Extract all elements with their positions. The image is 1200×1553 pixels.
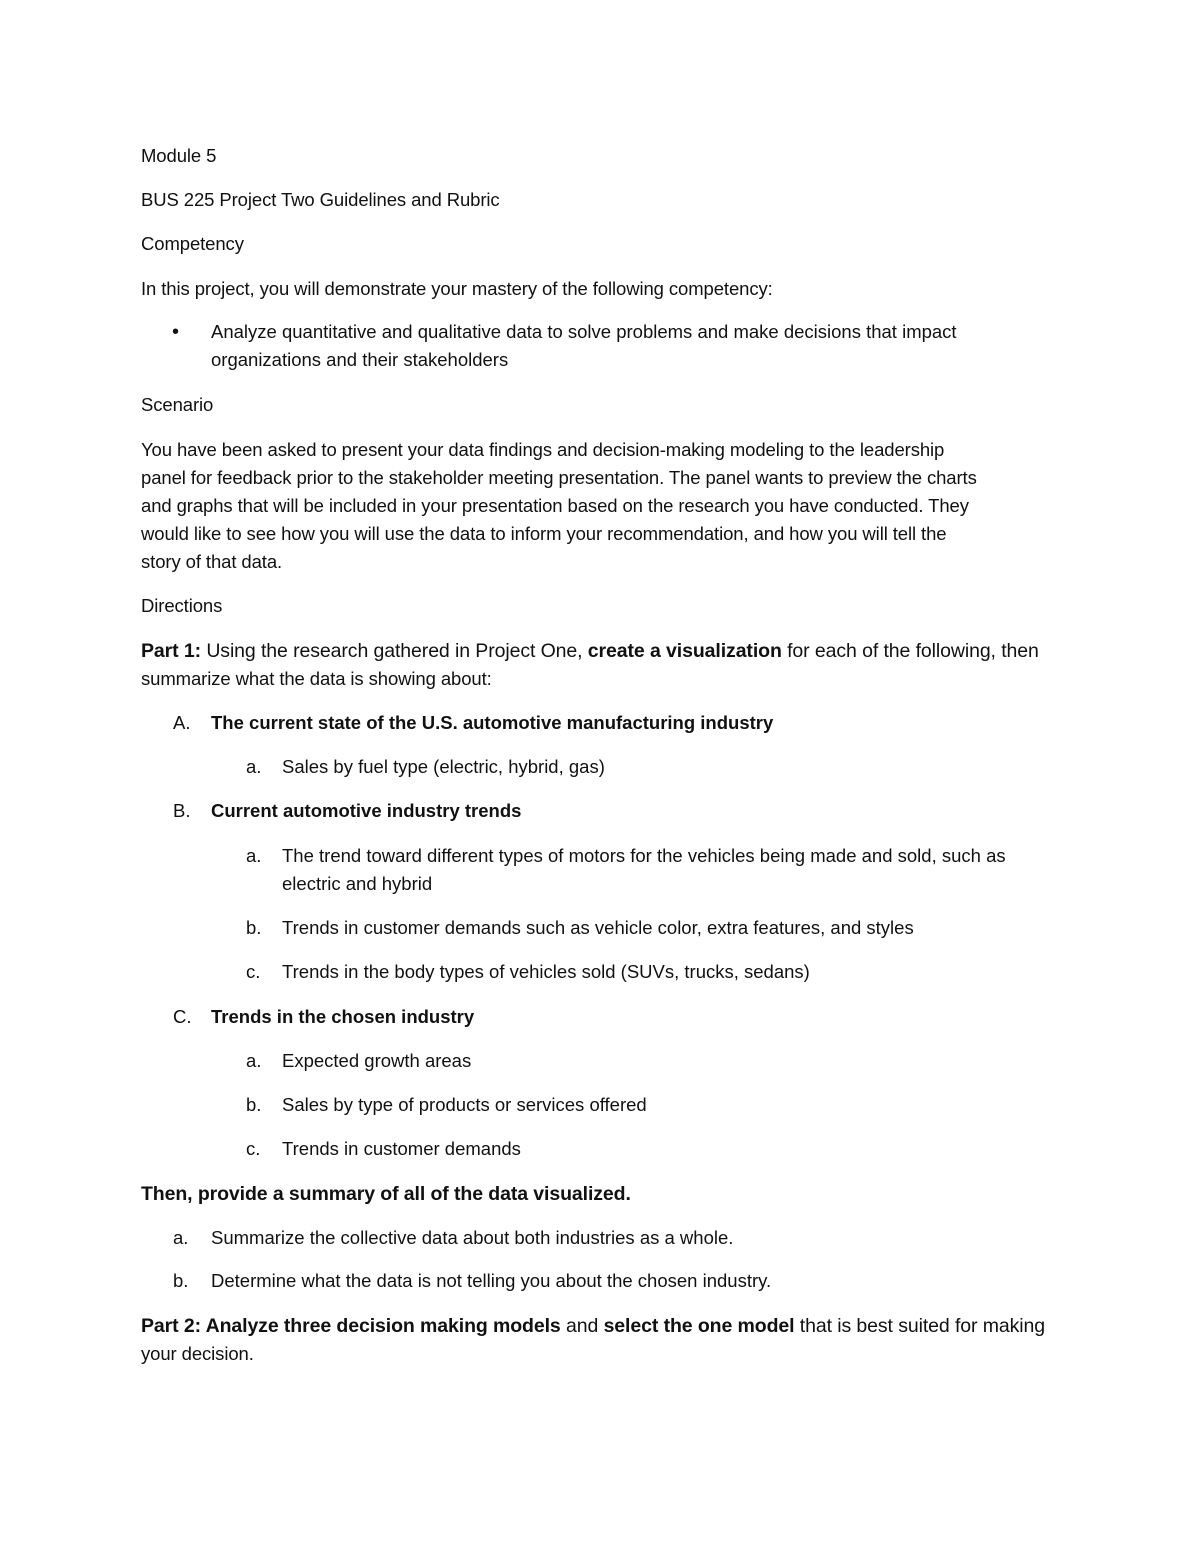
section-title: Current automotive industry trends bbox=[211, 800, 522, 821]
summary-item: Summarize the collective data about both industries as a whole. bbox=[211, 1227, 734, 1248]
list-marker: a. bbox=[173, 1227, 189, 1248]
section-title: Trends in the chosen industry bbox=[211, 1006, 475, 1027]
list-marker: c. bbox=[246, 961, 261, 982]
scenario-line: and graphs that will be included in your presentation based on the research you have conducted. They bbox=[141, 495, 969, 516]
part2-intro-line-2: your decision. bbox=[141, 1343, 254, 1364]
part1-text: Using the research gathered in Project One, bbox=[201, 640, 588, 662]
part2-text: and bbox=[560, 1315, 604, 1337]
list-item: Trends in customer demands such as vehicle color, extra features, and styles bbox=[282, 917, 914, 938]
part1-text-end: for each of the following, then bbox=[781, 640, 1039, 662]
list-marker: b. bbox=[173, 1270, 189, 1291]
list-marker: a. bbox=[246, 845, 262, 866]
part1-emphasis: create a visualization bbox=[587, 640, 782, 662]
directions-heading: Directions bbox=[141, 595, 223, 616]
part1-intro bbox=[141, 639, 1039, 663]
part2-intro bbox=[141, 1314, 1045, 1338]
scenario-heading: Scenario bbox=[141, 394, 214, 415]
list-item: Expected growth areas bbox=[282, 1050, 472, 1071]
summary-item: Determine what the data is not telling you about the chosen industry. bbox=[211, 1270, 772, 1291]
scenario-line: story of that data. bbox=[141, 551, 283, 572]
scenario-line: panel for feedback prior to the stakeholder meeting presentation. The panel wants to preview the charts bbox=[141, 467, 977, 488]
section-letter: C. bbox=[173, 1006, 192, 1027]
list-item: Trends in the body types of vehicles sold (SUVs, trucks, sedans) bbox=[282, 961, 810, 982]
list-item: Trends in customer demands bbox=[282, 1138, 521, 1159]
summary-heading: Then, provide a summary of all of the data visualized. bbox=[141, 1183, 631, 1205]
part2-text-end: that is best suited for making bbox=[794, 1315, 1045, 1337]
list-item: Sales by type of products or services offered bbox=[282, 1094, 647, 1115]
section-letter: B. bbox=[173, 800, 191, 821]
list-marker: a. bbox=[246, 1050, 262, 1071]
competency-bullet-line-2: organizations and their stakeholders bbox=[211, 349, 509, 370]
competency-heading: Competency bbox=[141, 233, 244, 254]
list-item: Sales by fuel type (electric, hybrid, gas) bbox=[282, 756, 605, 777]
section-title: The current state of the U.S. automotive manufacturing industry bbox=[211, 712, 774, 733]
competency-intro: In this project, you will demonstrate your mastery of the following competency: bbox=[141, 278, 773, 299]
list-item-continuation: electric and hybrid bbox=[282, 873, 433, 894]
list-marker: a. bbox=[246, 756, 262, 777]
bullet-icon: • bbox=[172, 321, 180, 343]
part2-emphasis: select the one model bbox=[603, 1315, 795, 1337]
document-title: BUS 225 Project Two Guidelines and Rubric bbox=[141, 189, 500, 210]
section-letter: A. bbox=[173, 712, 191, 733]
list-marker: c. bbox=[246, 1138, 261, 1159]
list-item: The trend toward different types of motors for the vehicles being made and sold, such as bbox=[282, 845, 1006, 866]
scenario-line: You have been asked to present your data findings and decision-making modeling to the leadership bbox=[141, 439, 945, 460]
part2-label: Part 2: Analyze three decision making models bbox=[141, 1315, 561, 1337]
module-label: Module 5 bbox=[141, 145, 217, 166]
competency-bullet-line-1: Analyze quantitative and qualitative data to solve problems and make decisions that impact bbox=[211, 321, 957, 342]
list-marker: b. bbox=[246, 1094, 262, 1115]
part1-intro-line-2: summarize what the data is showing about: bbox=[141, 668, 492, 689]
list-marker: b. bbox=[246, 917, 262, 938]
part1-label: Part 1: bbox=[141, 640, 201, 662]
scenario-line: would like to see how you will use the data to inform your recommendation, and how you will tell the bbox=[141, 523, 947, 544]
